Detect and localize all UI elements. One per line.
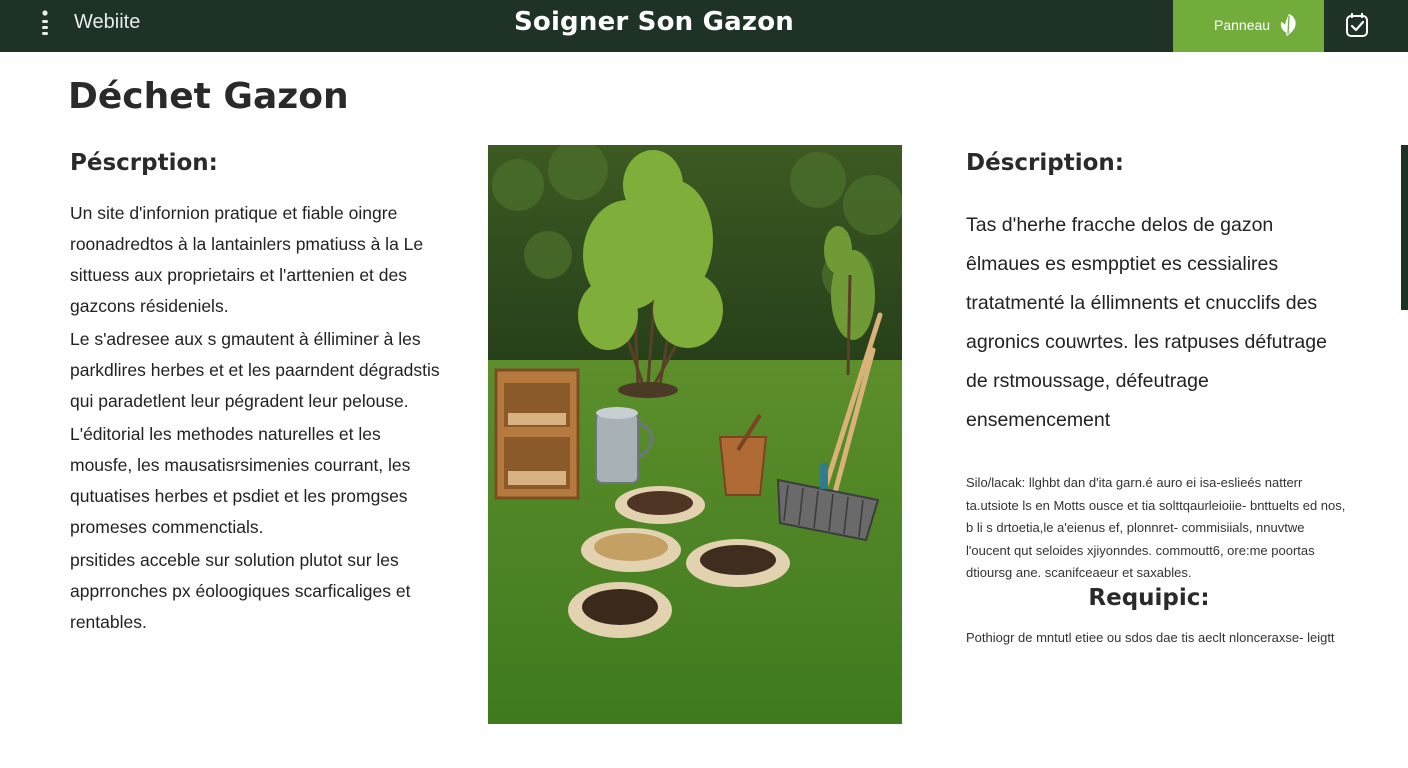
checklist-icon xyxy=(1343,11,1371,39)
left-paragraph-1: Un site d'infornion pratique et fiable oingre roonadredtos à la lantainlers pmatiuss à la Le sittuess aux proprietairs et l'arttenien et des gazcons résideniels. xyxy=(70,203,424,316)
right-description-heading: Déscription: xyxy=(966,150,1124,176)
left-description-heading: Péscrption: xyxy=(70,150,218,176)
left-paragraph-4: prsitides acceble sur solution plutot sur les apprronches px éoloogiques scarficaliges et rentables. xyxy=(70,550,411,632)
left-paragraph-2: Le s'adresee aux s gmautent à élliminer à les parkdlires herbes et et les paarndent dégradstis qui paradetlent leur pégradent leur pelouse. xyxy=(70,329,440,411)
requirements-heading: Requipic: xyxy=(1088,584,1210,611)
requirements-text: Pothiogr de mntutl etiee ou sdos dae tis aeclt nlonceraxse- leigtt xyxy=(966,629,1335,645)
site-label[interactable]: Webiite xyxy=(74,11,141,33)
checklist-button[interactable] xyxy=(1343,11,1371,39)
panel-button-label: Panneau xyxy=(1214,17,1271,33)
left-paragraph-3: L'éditorial les methodes naturelles et les mousfe, les mausatisrsimenies courrant, les qutuatises herbes et psdiet et les promgses promeses commenctials. xyxy=(70,424,411,537)
app-title: Soigner Son Gazon xyxy=(513,7,795,37)
scrollbar-thumb[interactable] xyxy=(1401,145,1408,310)
right-detail-text: Silo/lacak: llghbt dan d'ita garn.é auro ei isa-eslieés natterr ta.utsiote ls en Motts ousce et tia solttqaurleioiie- bnttuelts ed nos, b li s drtoetia,le a'eienus ef, plonnret- commisiials, nnuvtwe l'oucent qut seloides xjiyonndes. commoutt6, ore:me poortas dtioursg ane. scanifceaeur et saxables. xyxy=(966,475,1346,580)
left-description-column xyxy=(70,150,445,638)
page-title: Déchet Gazon xyxy=(68,76,349,117)
right-description-column xyxy=(966,150,1346,649)
leaf-icon xyxy=(1277,12,1301,38)
panel-button[interactable] xyxy=(1173,0,1324,52)
lawn-waste-photo xyxy=(488,145,902,724)
right-main-text: Tas d'herhe fracche delos de gazon êlmaues es esmpptiet es cessialires tratatmenté la éllimnents et cnucclifs des agronics couwrtes. les ratpuses défutrage de rstmoussage, défeutrage ensemencement xyxy=(966,214,1327,431)
top-bar xyxy=(0,0,1408,52)
